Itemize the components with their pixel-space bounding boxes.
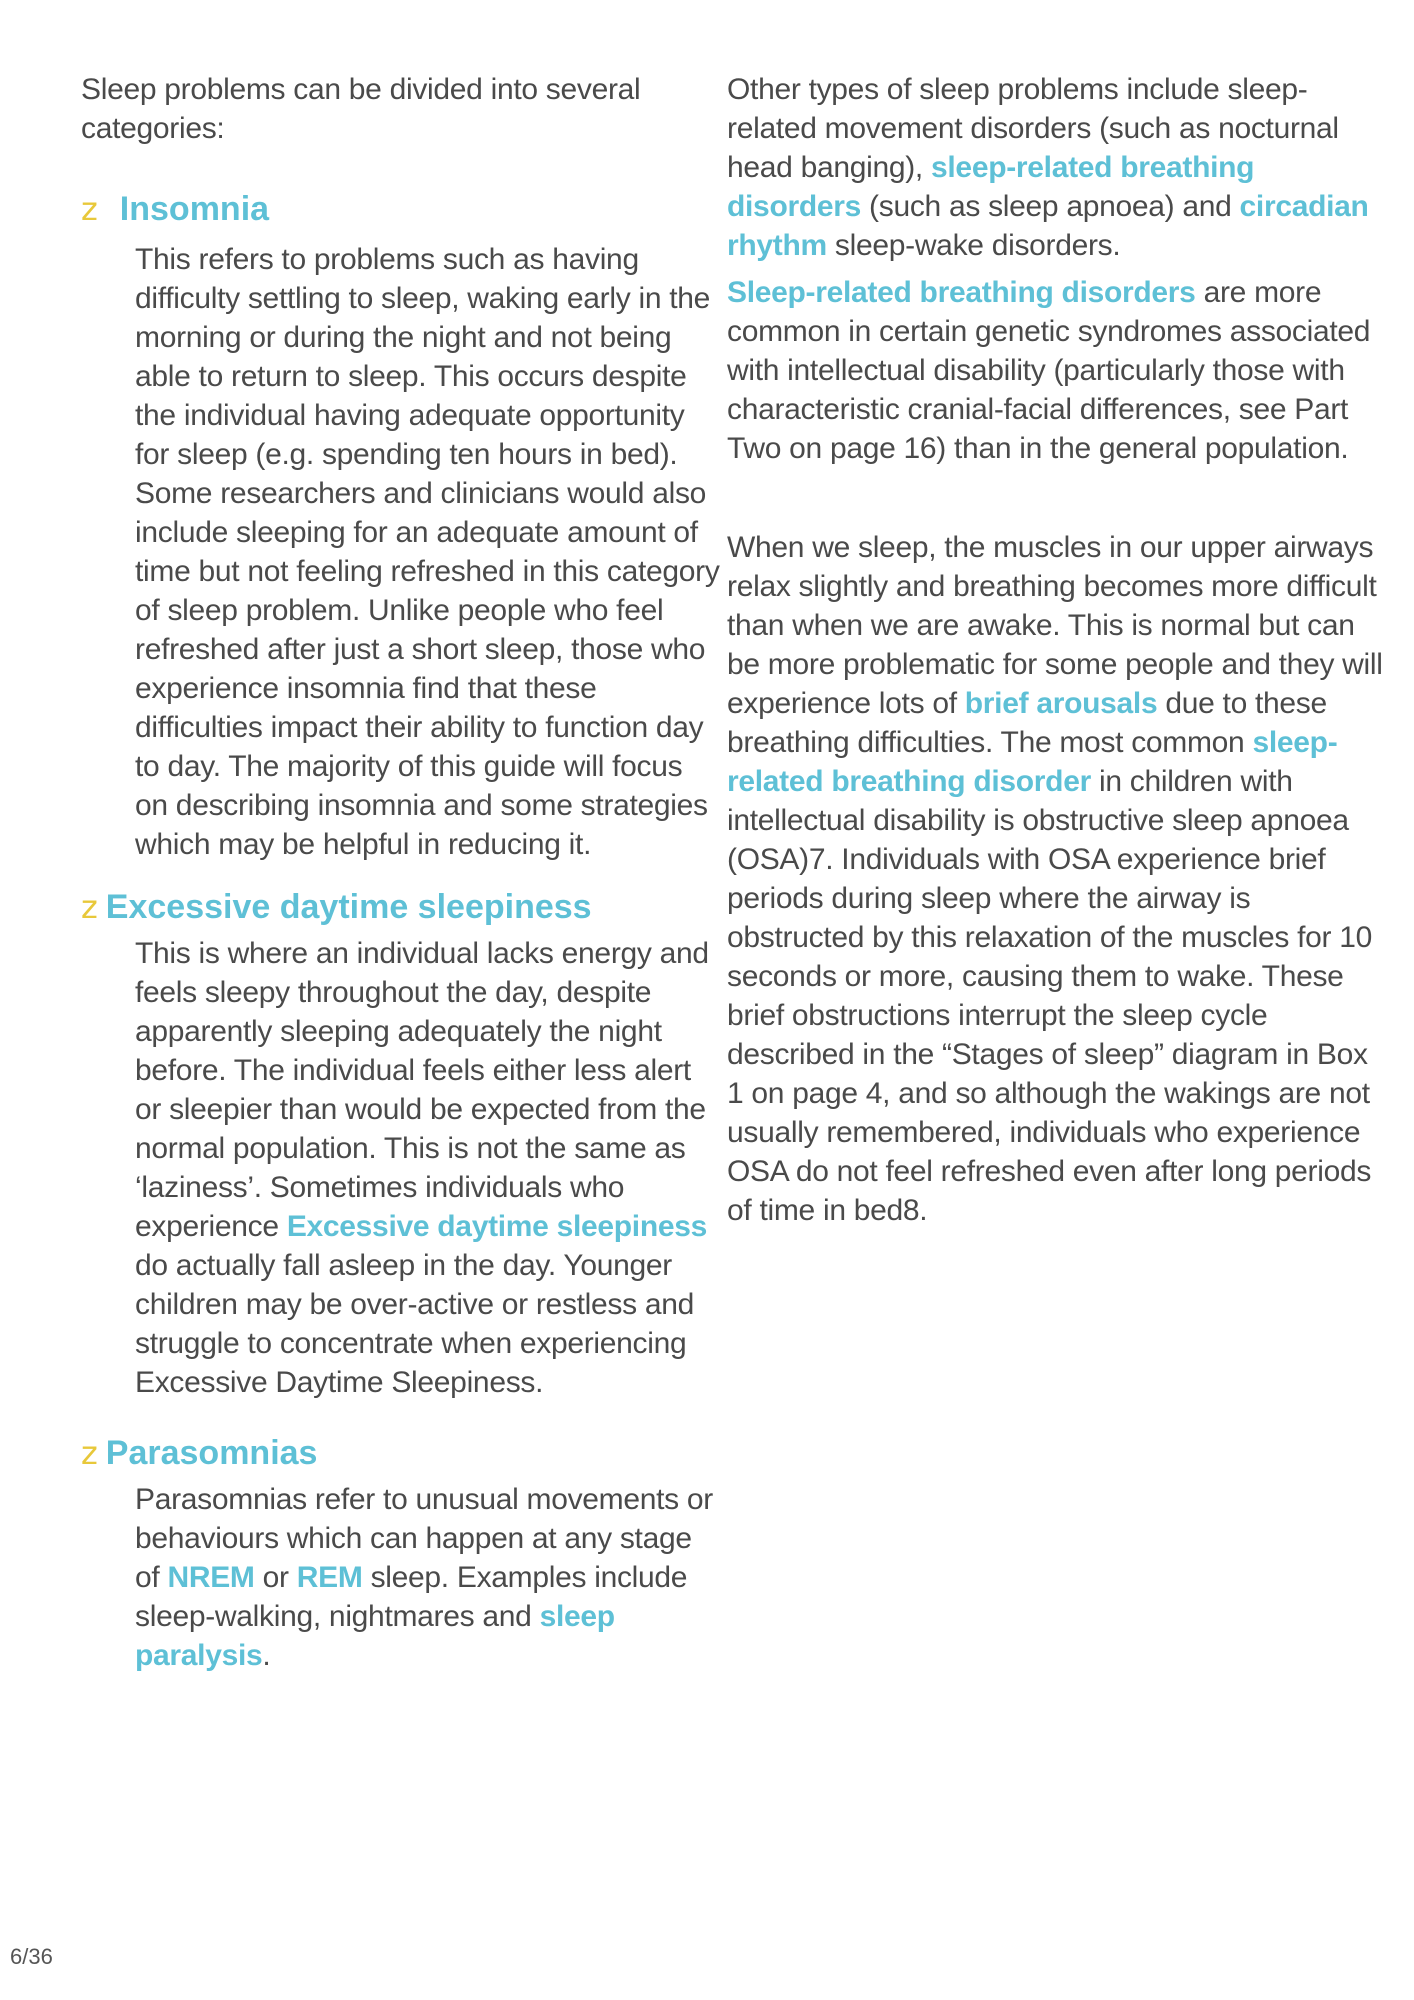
eds-heading-row (81, 886, 721, 928)
srbd-paragraph (727, 273, 1387, 468)
eds-heading: Excessive daytime sleepiness (105, 888, 592, 926)
srbd-link-3[interactable]: sleep-related breathing disorder (727, 726, 1338, 798)
bullet-z-icon: z (81, 190, 98, 228)
sleep-paralysis-link[interactable]: sleep paralysis (135, 1600, 615, 1672)
osa-text-2: due to these breathing difficulties. The most common (727, 687, 1327, 759)
right-column (727, 70, 1387, 1230)
osa-text: When we sleep, the muscles in our upper airways relax slightly and breathing becomes more difficult than when we are awake. This is normal but can be more problematic for some people and they will experience lots of (727, 531, 1383, 720)
intro-paragraph: Sleep problems can be divided into several categories: (81, 73, 641, 145)
osa-text-3: in children with intellectual disability is obstructive sleep apnoea (OSA)7. Individuals with OSA experience brief periods during sleep where the airway is obstructed by this relaxation of the muscles for 10 seconds or more, causing them to wake. These brief obstructions interrupt the sleep cycle described in the “Stages of sleep” diagram in Box 1 on page 4, and so although the wakings are not usually remembered, individuals who experience OSA do not feel refreshed even after long periods of time in bed8. (727, 765, 1373, 1227)
parasomnias-heading-row (81, 1432, 721, 1474)
rem-link[interactable]: REM (296, 1561, 363, 1594)
osa-paragraph (727, 528, 1387, 1230)
left-column (81, 70, 721, 1675)
insomnia-heading: Insomnia (119, 190, 270, 228)
page-number: 6/36 (10, 1944, 53, 1969)
brief-arousals-link[interactable]: brief arousals (964, 687, 1158, 720)
insomnia-body: This refers to problems such as having difficulty settling to sleep, waking early in the morning or during the night and not being able to return to sleep. This occurs despite the individual having adequate opportunity for sleep (e.g. spending ten hours in bed). Some researchers and clinicians would also include sleeping for an adequate amount of time but not feeling refreshed in this category of sleep problem. Unlike people who feel refreshed after just a short sleep, those who experience insomnia find that these difficulties impact their ability to function day to day. The majority of this guide will focus on describing insomnia and some strategies which may be helpful in reducing it. (135, 243, 720, 861)
parasomnias-text-2: or (254, 1561, 297, 1594)
srbd-link-2[interactable]: Sleep-related breathing disorders (727, 276, 1196, 309)
parasomnias-text: Parasomnias refer to unusual movements or behaviours which can happen at any stage of (135, 1483, 713, 1594)
eds-body-text-2: do actually fall asleep in the day. Younger children may be over-active or restless and struggle to concentrate when experiencing Excessive Daytime Sleepiness. (135, 1249, 695, 1399)
parasomnias-text-4: . (262, 1639, 271, 1672)
bullet-z-icon: z (81, 1434, 98, 1472)
other-types-paragraph (727, 70, 1387, 265)
parasomnias-heading: Parasomnias (105, 1434, 318, 1472)
other-types-text-3: sleep-wake disorders. (826, 229, 1121, 262)
eds-body-text: This is where an individual lacks energy and feels sleepy throughout the day, despite apparently sleeping adequately the night before. The individual feels either less alert or sleepier than would be expected from the normal population. This is not the same as ‘laziness’. Sometimes individuals who experience (135, 937, 709, 1243)
spacer (727, 468, 1387, 528)
eds-body (135, 934, 721, 1402)
nrem-link[interactable]: NREM (167, 1561, 255, 1594)
parasomnias-body (135, 1480, 721, 1675)
srbd-text: are more common in certain genetic syndromes associated with intellectual disability (particularly those with characteristic cranial-facial differences, see Part Two on page 16) than in the general population. (727, 276, 1371, 465)
srbd-link[interactable]: sleep-related breathing disorders (727, 151, 1255, 223)
other-types-text-2: (such as sleep apnoea) and (861, 190, 1240, 223)
bullet-z-icon: z (81, 888, 98, 926)
eds-link[interactable]: Excessive daytime sleepiness (286, 1210, 708, 1243)
circadian-rhythm-link[interactable]: circadian rhythm (727, 190, 1369, 262)
other-types-text: Other types of sleep problems include sleep-related movement disorders (such as nocturnal head banging), (727, 73, 1339, 184)
parasomnias-text-3: sleep. Examples include sleep-walking, nightmares and (135, 1561, 688, 1633)
insomnia-heading-row (81, 188, 721, 230)
